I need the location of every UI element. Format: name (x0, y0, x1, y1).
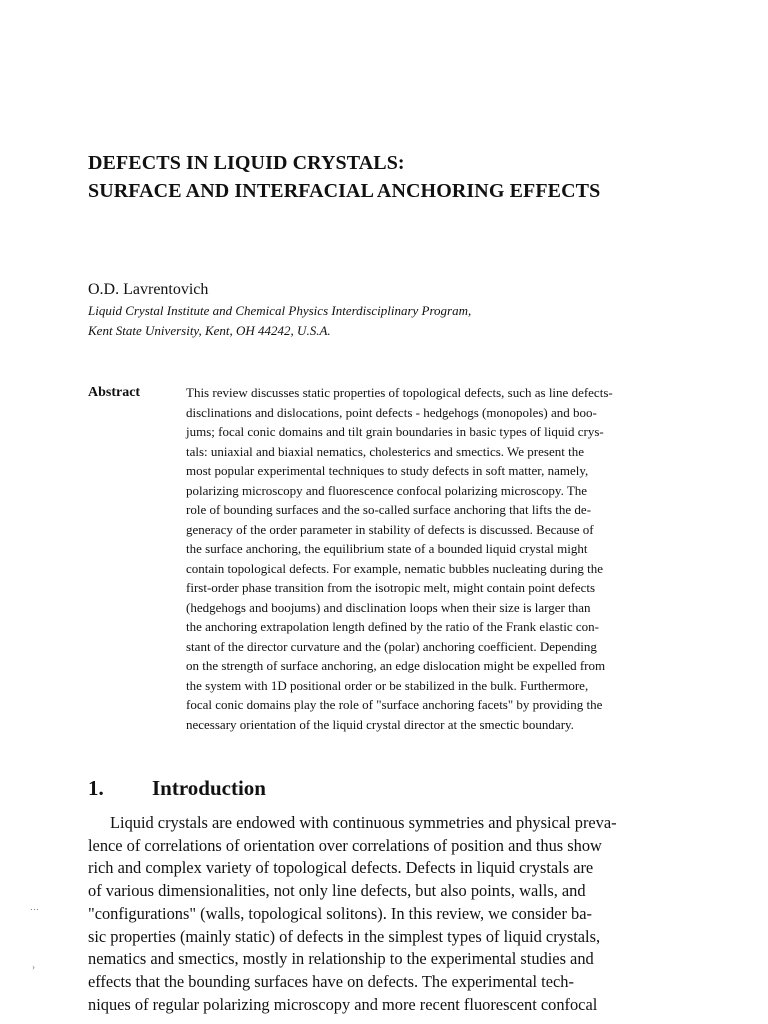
abstract-label: Abstract (88, 385, 141, 400)
body-line: sic properties (mainly static) of defects in the simplest types of liquid crystals, (88, 926, 601, 946)
abstract-line: tals: uniaxial and biaxial nematics, cholesterics and smectics. We present the (186, 443, 584, 459)
scan-speck: › (32, 962, 35, 972)
abstract-line: on the strength of surface anchoring, an edge dislocation might be expelled from (186, 658, 606, 673)
abstract-line: stant of the director curvature and the (polar) anchoring coefficient. Depending (186, 638, 597, 654)
title-line: SURFACE AND INTERFACIAL ANCHORING EFFECTS (88, 180, 601, 202)
body-line: lence of correlations of orientation over correlations of position and thus show (88, 835, 602, 855)
section-heading (88, 774, 266, 802)
section-number: 1. (88, 776, 104, 800)
body-line: of various dimensionalities, not only line defects, but also points, walls, and (88, 881, 586, 901)
abstract-line: the surface anchoring, the equilibrium state of a bounded liquid crystal might (186, 541, 588, 556)
abstract-line: focal conic domains play the role of "surface anchoring facets" by providing the (186, 697, 603, 712)
abstract-line: role of bounding surfaces and the so-called surface anchoring that lifts the de- (186, 502, 592, 517)
paper-title (88, 149, 728, 205)
body-line: "configurations" (walls, topological solitons). In this review, we consider ba- (88, 903, 592, 923)
abstract-line: This review discusses static properties of topological defects, such as line defects- (186, 385, 613, 400)
body-line: nematics and smectics, mostly in relationship to the experimental studies and (88, 949, 594, 969)
abstract-line: most popular experimental techniques to study defects in soft matter, namely, (186, 463, 589, 478)
body-line: Liquid crystals are endowed with continuous symmetries and physical preva- (110, 813, 617, 832)
title-line: DEFECTS IN LIQUID CRYSTALS: (88, 152, 405, 174)
abstract-line: (hedgehogs and boojums) and disclination loops when their size is larger than (186, 599, 591, 615)
abstract-line: jums; focal conic domains and tilt grain boundaries in basic types of liquid crys- (186, 424, 604, 439)
abstract-line: the anchoring extrapolation length defined by the ratio of the Frank elastic con- (186, 619, 599, 634)
body-line: rich and complex variety of topological defects. Defects in liquid crystals are (88, 858, 594, 878)
abstract-line: polarizing microscopy and fluorescence confocal polarizing microscopy. The (186, 482, 588, 498)
abstract-line: disclinations and dislocations, point defects - hedgehogs (monopoles) and boo- (186, 404, 597, 420)
author-name: O.D. Lavrentovich (88, 281, 209, 298)
affiliation-line: Kent State University, Kent, OH 44242, U.S.A. (88, 323, 331, 338)
abstract-line: contain topological defects. For example, nematic bubbles nucleating during the (186, 560, 603, 576)
scan-speck: … (30, 902, 39, 912)
abstract-line: the system with 1D positional order or be stabilized in the bulk. Furthermore, (186, 677, 589, 693)
author-affiliation (88, 301, 708, 341)
abstract-line: necessary orientation of the liquid crystal director at the smectic boundary. (186, 716, 574, 732)
body-line: effects that the bounding surfaces have on defects. The experimental tech- (88, 971, 574, 991)
introduction-body (88, 812, 708, 1016)
abstract-line: generacy of the order parameter in stability of defects is discussed. Because of (186, 521, 594, 537)
abstract-body (186, 383, 706, 734)
section-title: Introduction (152, 776, 266, 800)
body-line: niques of regular polarizing microscopy and more recent fluorescent confocal (88, 994, 598, 1014)
affiliation-line: Liquid Crystal Institute and Chemical Physics Interdisciplinary Program, (88, 303, 472, 318)
abstract-line: first-order phase transition from the isotropic melt, might contain point defects (186, 580, 596, 595)
